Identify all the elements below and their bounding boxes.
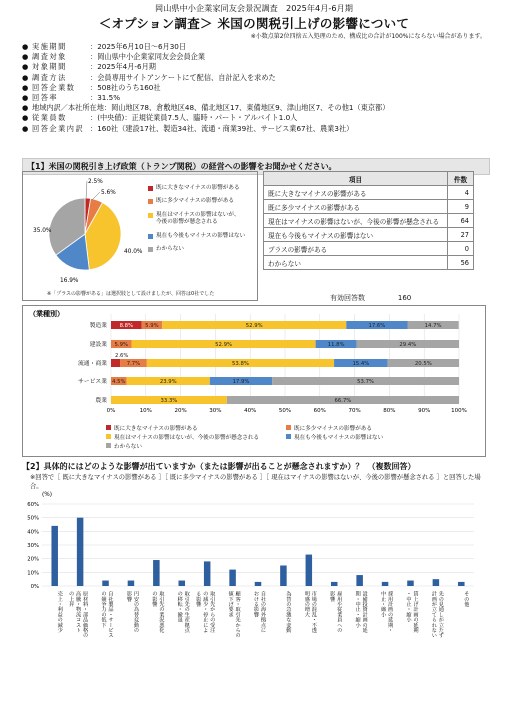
pie-legend-item: [148, 212, 245, 227]
x-category-label: 先の見通しが立たず: [437, 591, 444, 638]
x-category-label: の上昇: [68, 591, 75, 607]
legend-label: 現在も今後もマイナスの影響はない: [156, 232, 246, 239]
stacked-bar-segment: [111, 359, 120, 367]
x-tick-label: 80%: [383, 408, 396, 414]
x-category-label: の減少・停止によ: [202, 591, 209, 633]
x-tick-label: 40%: [244, 408, 257, 414]
segment-label: 5.9%: [145, 323, 159, 329]
category-label: サービス業: [78, 379, 107, 385]
legend-label: 既に多少マイナスの影響がある: [156, 198, 234, 205]
response-table: [263, 171, 474, 270]
segment-label: 53.8%: [232, 361, 249, 367]
y-tick-label: 30%: [27, 543, 39, 549]
total-responses: [330, 293, 411, 303]
impact-bar-chart: [22, 490, 482, 716]
segment-label: 8.8%: [119, 323, 134, 329]
pie-legend-item: [148, 233, 245, 240]
segment-label: 5.9%: [114, 342, 129, 348]
legend-label: 既に多少マイナスの影響がある: [294, 425, 372, 432]
survey-info-list: [22, 42, 389, 134]
info-row: ● 回答企業数 ：508社のうち160社: [22, 82, 161, 92]
x-category-label: 取引先の業況悪化: [158, 591, 165, 633]
category-label: 建設業: [89, 342, 107, 348]
table-row: プラスの影響がある 0: [264, 242, 474, 256]
segment-label: 17.9%: [232, 379, 250, 385]
info-row: ● 回答率 ：31.5%: [22, 93, 121, 103]
industry-legend-item: [106, 441, 286, 450]
bar: [407, 581, 414, 586]
info-row: ● 調査方法 ：会員専用サイトアンケートにて配信、自計記入を求めた: [22, 72, 276, 82]
page-title: ＜オプション調査＞ 米国の関税引上げの影響について: [98, 16, 410, 31]
x-tick-label: 0%: [106, 408, 116, 414]
section2-note: ※回答で［ 既に大きなマイナスの影響がある ］［ 既に多少マイナスの影響がある ］［ 現在はマイナスの影響はないが、今後の影響が懸念される ］と回答した場合。: [30, 474, 481, 490]
legend-swatch: [106, 434, 111, 439]
x-tick-label: 20%: [174, 408, 187, 414]
x-category-label: 顧客・取引先からの: [234, 591, 241, 638]
rounding-note: ※小数点第2位四捨五入処理のため、構成比の合計が100%にならない場合があります。: [250, 33, 486, 40]
info-row: ● 地域内訳／本社所在地 ：岡山地区78、倉敷地区48、備北地区17、東備地区9、津山地区7、その他1（東京都）: [22, 103, 390, 113]
x-category-label: 採用計画の延期・: [387, 591, 394, 633]
legend-swatch: [148, 234, 153, 239]
bar: [458, 582, 465, 586]
bar: [204, 561, 211, 586]
bar: [51, 526, 58, 586]
pie-slice-label: 40.0%: [124, 249, 143, 255]
legend-swatch: [148, 213, 153, 218]
x-category-label: 期・中止・縮小: [354, 591, 361, 628]
segment-label: 52.9%: [245, 323, 263, 329]
x-category-label: 取引先の生産拠点: [183, 591, 190, 633]
x-category-label: 影響: [125, 591, 132, 602]
x-tick-label: 10%: [139, 408, 152, 414]
industry-legend-item: [286, 423, 466, 432]
x-category-label: 原材料・部品価格の: [82, 591, 89, 638]
y-tick-label: 0%: [30, 584, 39, 590]
x-tick-label: 90%: [418, 408, 431, 414]
legend-swatch: [106, 425, 111, 430]
segment-label: 17.6%: [368, 323, 386, 329]
info-row: ● 調査対象 ：岡山県中小企業家同友会会員企業: [22, 52, 206, 62]
x-category-label: の競争力の低下: [100, 591, 107, 628]
bar: [356, 575, 363, 586]
segment-label: 20.5%: [414, 361, 432, 367]
segment-label: 52.9%: [215, 342, 232, 348]
x-category-label: おける影響: [253, 591, 259, 617]
info-row: ● 実施期間 ：2025年6月10日～6月30日: [22, 42, 187, 51]
legend-label: わからない: [156, 246, 184, 253]
pie-leader-line: [92, 192, 100, 200]
info-row: ● 従業員数 ：(中央値)：正規従業員7.5人、臨時・パート・アルバイト1.0人: [22, 113, 298, 123]
table-row: 既に大きなマイナスの影響がある 4: [264, 186, 474, 200]
segment-label: 66.7%: [334, 398, 352, 404]
segment-label: 53.7%: [357, 379, 374, 385]
segment-label: 14.7%: [424, 323, 442, 329]
table-row: 現在も今後もマイナスの影響はない 27: [264, 228, 474, 242]
pie-leader-line: [86, 181, 87, 199]
pie-slice-label: 35.0%: [33, 228, 52, 234]
x-category-label: 計画が立てられない: [430, 591, 437, 638]
bar: [153, 560, 160, 586]
y-axis-unit: (%): [42, 492, 53, 498]
x-category-label: 明感の増大: [303, 591, 310, 617]
industry-legend-item: [106, 432, 286, 441]
legend-swatch: [286, 434, 291, 439]
x-category-label: 取引先からの受注: [209, 591, 216, 633]
total-value: 160: [397, 294, 412, 302]
total-label: 有効回答数: [330, 294, 365, 302]
x-category-label: その他: [463, 591, 470, 607]
bar: [229, 570, 236, 586]
segment-label: 7.7%: [126, 361, 141, 367]
info-row: ● 対象期間 ：2025年4月-6月期: [22, 62, 156, 72]
x-category-label: 自社の海外拠点に: [260, 591, 266, 633]
x-category-label: の影響: [151, 591, 158, 607]
table-row: 現在はマイナスの影響はないが、今後の影響が懸念される 64: [264, 214, 474, 228]
bar: [306, 555, 313, 586]
x-category-label: 売上・利益の減少: [56, 591, 63, 633]
bar: [255, 582, 262, 586]
legend-swatch: [148, 247, 153, 252]
legend-label: 既に大きなマイナスの影響がある: [114, 425, 198, 432]
legend-label: 現在はマイナスの影響はないが、 今後の影響が懸念される: [156, 211, 240, 226]
x-category-label: 為替の急激な変動: [285, 591, 292, 633]
segment-label: 11.8%: [327, 342, 345, 348]
segment-label: 2.6%: [115, 353, 129, 359]
segment-label: 33.3%: [160, 398, 178, 404]
legend-label: 現在も今後もマイナスの影響はない: [294, 434, 384, 441]
legend-swatch: [106, 443, 111, 448]
table-header-item: 項目: [264, 172, 448, 186]
y-tick-label: 10%: [27, 570, 39, 577]
x-tick-label: 30%: [209, 408, 222, 414]
bar: [331, 582, 338, 586]
y-tick-label: 50%: [27, 515, 39, 522]
segment-label: 4.5%: [112, 379, 126, 385]
y-tick-label: 60%: [27, 502, 39, 508]
x-category-label: 雇用や従業員への: [336, 591, 343, 633]
table-row: 既に多少マイナスの影響がある 9: [264, 200, 474, 214]
x-category-label: 高騰・物流コスト: [75, 591, 82, 633]
section1-heading: 【1】米国の関税引き上げ政策（トランプ関税）の経営への影響をお聞かせください。: [22, 158, 490, 175]
table-header-count: 件数: [448, 172, 474, 186]
bar: [433, 579, 440, 586]
section2-heading: 【2】具体的にはどのような影響が出ていますか（または影響が出ることが懸念されますか）？ （複数回答）: [22, 462, 416, 471]
x-tick-label: 60%: [313, 408, 326, 414]
segment-label: 15.4%: [352, 361, 370, 367]
pie-slice-label: 16.9%: [60, 278, 79, 284]
x-tick-label: 100%: [451, 408, 467, 414]
legend-label: 既に大きなマイナスの影響がある: [156, 185, 240, 191]
industry-legend-item: [286, 432, 466, 441]
table-row: わからない 56: [264, 256, 474, 270]
category-label: 流通・商業: [78, 361, 107, 367]
chart-title: （業種別）: [29, 310, 64, 318]
x-category-label: 値下げ要求: [227, 591, 234, 617]
y-tick-label: 20%: [27, 556, 39, 563]
pie-legend-item: [148, 185, 245, 192]
x-category-label: 市場の混乱・不透: [310, 591, 317, 633]
bar: [102, 581, 109, 586]
bar: [179, 581, 186, 586]
x-tick-label: 70%: [348, 408, 361, 414]
info-row: ● 回答企業内訳 ：160社（建設17社、製造34社、流通・商業39社、サービス業67社、農業3社）: [22, 123, 354, 133]
x-category-label: る影響: [195, 591, 202, 607]
pie-legend: [148, 185, 245, 259]
x-category-label: 円安の為替変動の: [132, 591, 139, 633]
x-category-label: 影響: [329, 591, 336, 602]
legend-label: 現在はマイナスの影響はないが、今後の影響が懸念される: [114, 434, 260, 441]
legend-swatch: [148, 199, 153, 204]
segment-label: 29.4%: [399, 342, 417, 348]
bar: [382, 582, 389, 586]
bar: [128, 581, 135, 586]
x-category-label: 自社製品・サービス: [107, 591, 114, 638]
pie-legend-item: [148, 198, 245, 205]
x-category-label: の移転・撤退: [176, 591, 183, 623]
legend-label: わからない: [114, 443, 142, 450]
industry-legend-item: [106, 423, 286, 432]
pie-legend-item: [148, 246, 245, 253]
category-label: 製造業: [89, 323, 107, 329]
bar: [280, 566, 287, 587]
x-category-label: ・中止・縮小: [405, 591, 412, 623]
x-category-label: 設備投資計画の延: [361, 591, 368, 633]
x-category-label: 賃上げ計画の延期: [412, 591, 419, 633]
pie-slice-label: 2.5%: [88, 179, 103, 185]
x-category-label: 中止・縮小: [380, 591, 387, 617]
industry-legend: [106, 423, 486, 450]
x-tick-label: 50%: [278, 408, 292, 414]
bar: [77, 518, 84, 586]
category-label: 農業: [95, 398, 107, 404]
pie-slice-label: 5.6%: [101, 190, 116, 196]
legend-swatch: [286, 425, 291, 430]
survey-header: 岡山県中小企業家同友会景況調査 2025年4月-6月期: [155, 3, 353, 13]
legend-swatch: [148, 186, 153, 191]
y-tick-label: 40%: [27, 529, 39, 536]
pie-note: ※「プラスの影響がある」は選択肢として設けましたが、回答は0社でした: [47, 291, 215, 297]
segment-label: 23.9%: [159, 379, 177, 385]
